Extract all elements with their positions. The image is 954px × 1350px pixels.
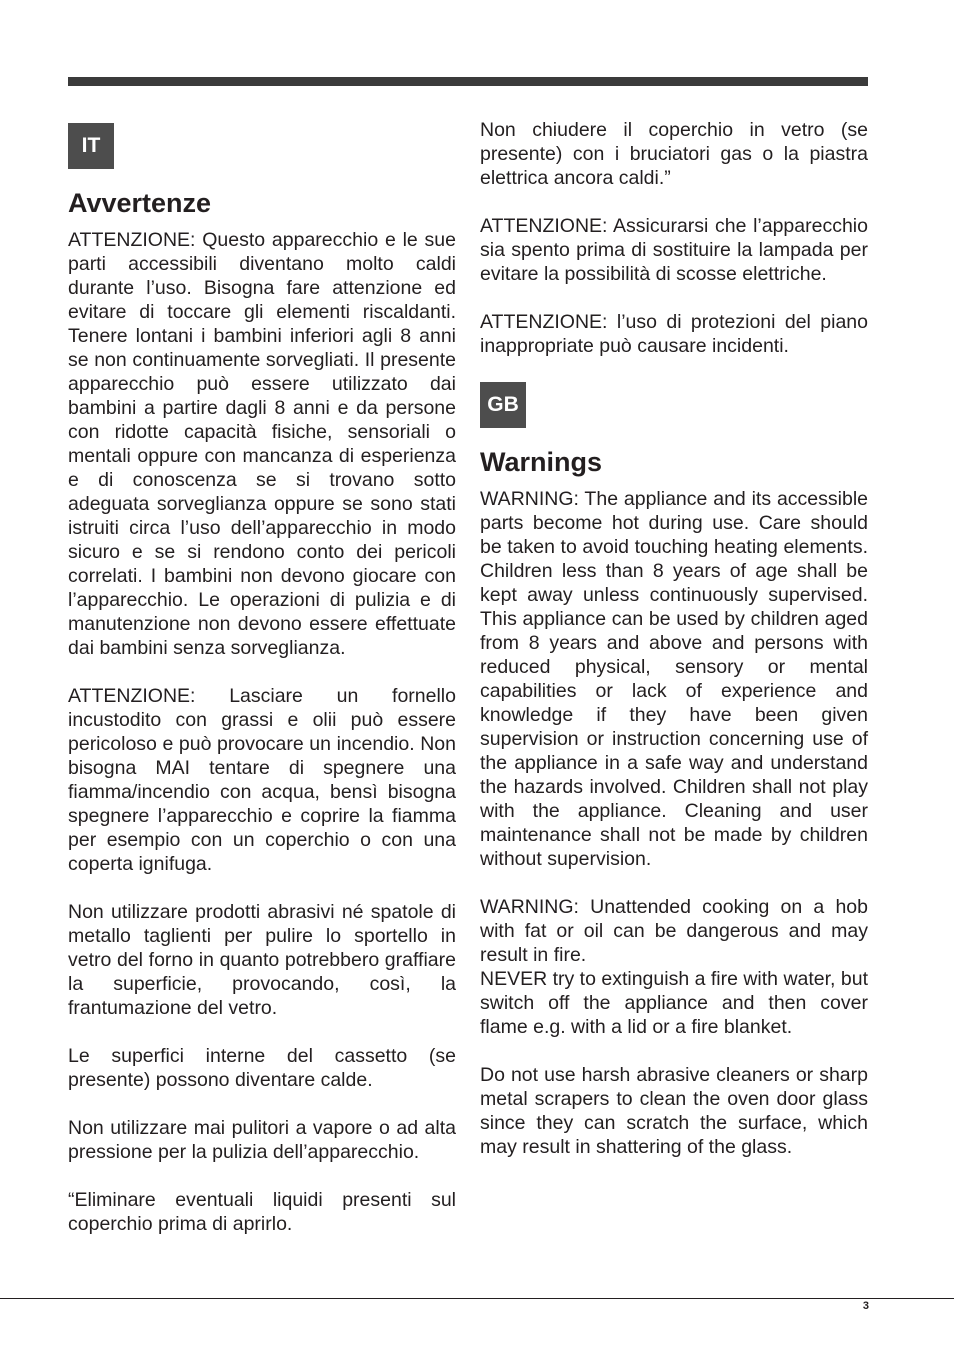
page-number: 3 bbox=[862, 1300, 869, 1312]
it-warning-paragraph-2: ATTENZIONE: Lasciare un fornello incustodito con grassi e olii può essere pericoloso e può provocare un incendio. Non bisogna MAI tentare di spegnere una fiamma/incendio con acqua, bensì bisogna spegnere l’apparecchio e coprire la fiamma per esempio con un coperchio o con una coperta ignifuga. bbox=[68, 685, 456, 875]
it-warning-paragraph-7: Non chiudere il coperchio in vetro (se presente) con i bruciatori gas o la piastra elettrica ancora caldi.” bbox=[480, 119, 868, 189]
it-warning-paragraph-6: “Eliminare eventuali liquidi presenti sul coperchio prima di aprirlo. bbox=[68, 1189, 456, 1235]
language-badge-it: IT bbox=[68, 123, 114, 169]
section-heading-it: Avvertenze bbox=[68, 188, 212, 218]
it-warning-paragraph-3: Non utilizzare prodotti abrasivi né spatole di metallo taglienti per pulire lo sportello in vetro del forno in quanto potrebbero graffiare la superficie, provocando, così, la frantumazione del vetro. bbox=[68, 901, 456, 1019]
gb-warning-paragraph-1: WARNING: The appliance and its accessible parts become hot during use. Care should be taken to avoid touching heating elements. Children less than 8 years of age shall be kept away unless continuously supervised. This appliance can be used by children aged from 8 years and above and persons with reduced physical, sensory or mental capabilities or lack of experience and knowledge if they have been given supervision or instruction concerning use of the appliance in a safe way and understand the hazards involved. Children shall not play with the appliance. Cleaning and user maintenance shall not be made by children without supervision. bbox=[480, 488, 868, 870]
it-warning-paragraph-4: Le superfici interne del cassetto (se presente) possono diventare calde. bbox=[68, 1045, 456, 1091]
english-column bbox=[480, 118, 868, 1183]
gb-warning-paragraph-4: Do not use harsh abrasive cleaners or sharp metal scrapers to clean the oven door glass since they can scratch the surface, which may result in shattering of the glass. bbox=[480, 1064, 868, 1158]
it-warning-paragraph-5: Non utilizzare mai pulitori a vapore o ad alta pressione per la pulizia dell’apparecchio. bbox=[68, 1117, 456, 1163]
footer-rule bbox=[0, 1298, 954, 1299]
it-warning-paragraph-1: ATTENZIONE: Questo apparecchio e le sue parti accessibili diventano molto caldi durante l’uso. Bisogna fare attenzione ed evitare di toccare gli elementi riscaldanti. Tenere lontani i bambini inferiori agli 8 anni se non continuamente sorvegliati. Il presente apparecchio può essere utilizzato dai bambini a partire dagli 8 anni e da persone con ridotte capacità fisiche, sensoriali o mentali oppure con mancanza di esperienza e di conoscenza se si trovano sotto adeguata sorveglianza oppure se sono stati istruiti circa l’uso dell’apparecchio in modo sicuro e se si rendono conto dei pericoli correlati. I bambini non devono giocare con l’apparecchio. Le operazioni di pulizia e di manutenzione non devono essere effettuate dai bambini senza sorveglianza. bbox=[68, 229, 456, 659]
language-badge-gb: GB bbox=[480, 382, 526, 428]
section-heading-gb: Warnings bbox=[480, 447, 603, 477]
italian-column bbox=[68, 118, 456, 1260]
gb-warning-paragraph-3: NEVER try to extinguish a fire with water, but switch off the appliance and then cover flame e.g. with a lid or a fire blanket. bbox=[480, 968, 869, 1038]
it-warning-paragraph-8: ATTENZIONE: Assicurarsi che l’apparecchio sia spento prima di sostituire la lampada per evitare la possibilità di scosse elettriche. bbox=[480, 215, 868, 285]
gb-warning-paragraph-2: WARNING: Unattended cooking on a hob with fat or oil can be dangerous and may result in fire. bbox=[480, 896, 868, 966]
header-rule bbox=[68, 77, 868, 86]
it-warning-paragraph-9: ATTENZIONE: l’uso di protezioni del piano inappropriate può causare incidenti. bbox=[480, 311, 868, 357]
